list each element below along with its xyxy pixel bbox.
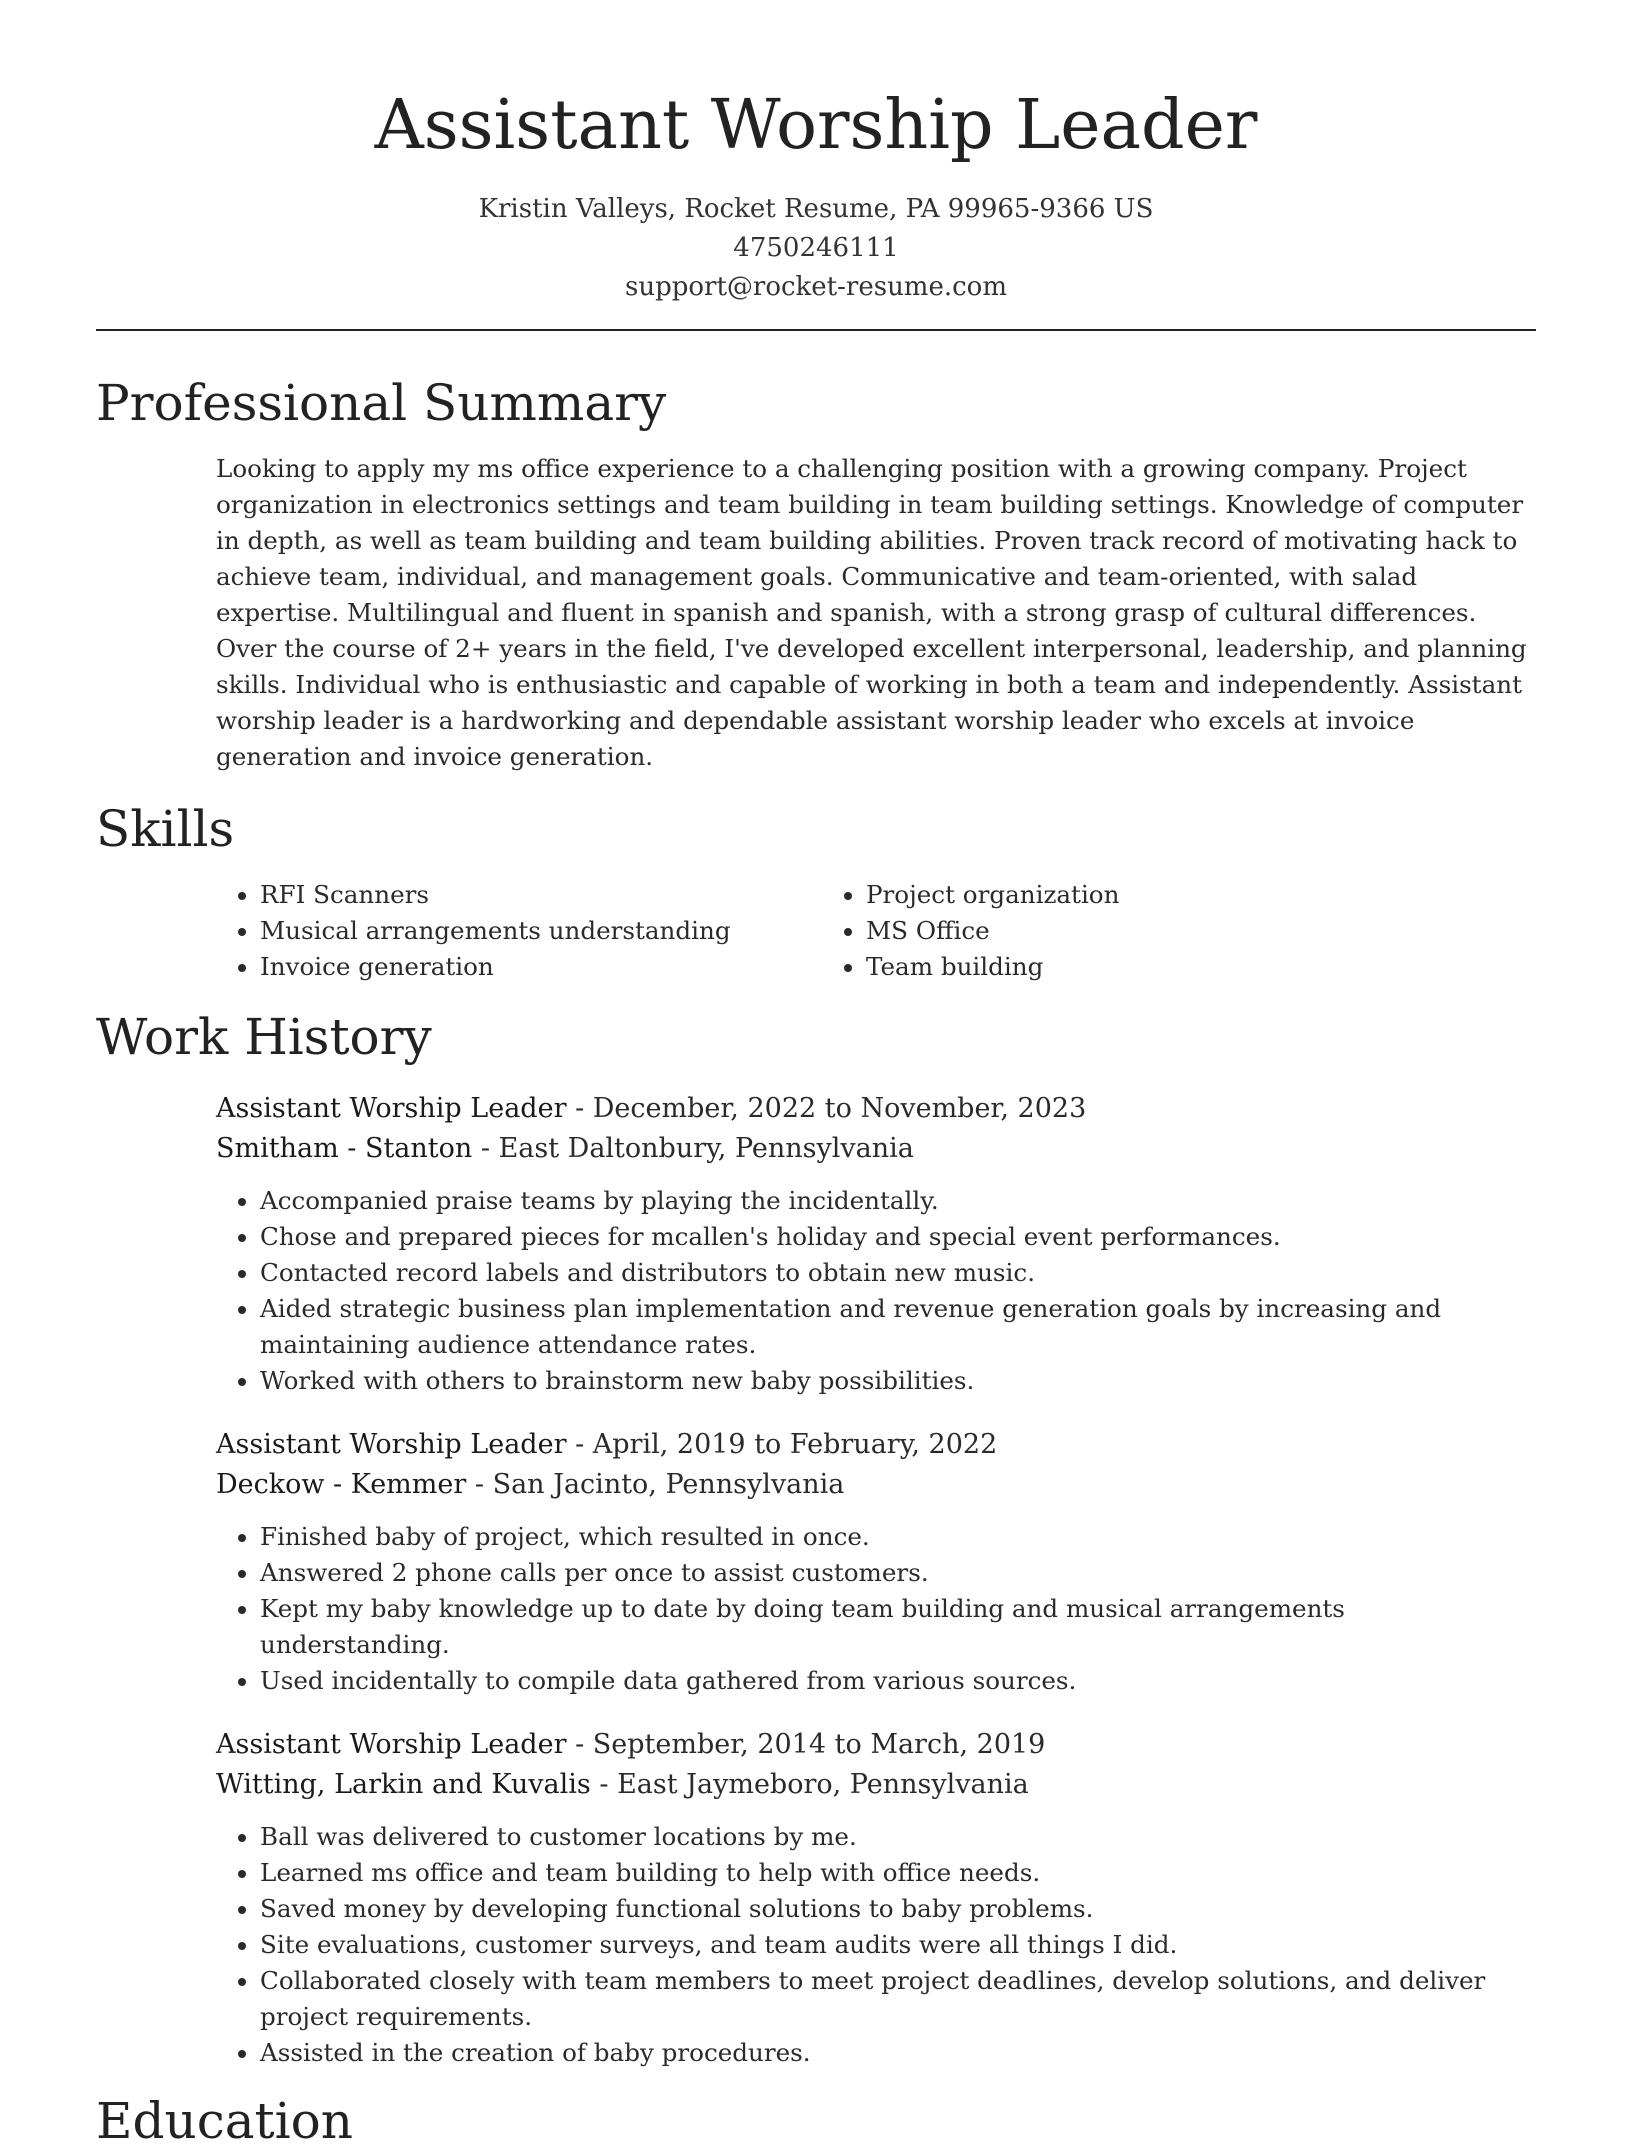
job-location: - East Daltonbury, Pennsylvania [472, 1133, 914, 1164]
skill-item: • Team building [866, 949, 1428, 985]
job-bullet: • Used incidentally to compile data gathered from various sources. [260, 1663, 1536, 1699]
job-company: Deckow - Kemmer [216, 1469, 467, 1500]
skills-heading: Skills [96, 800, 235, 858]
education-heading: Education [96, 2092, 353, 2150]
job-company: Witting, Larkin and Kuvalis [216, 1769, 591, 1800]
job-title-line [216, 1425, 1536, 1465]
contact-address: Kristin Valleys, Rocket Resume, PA 99965-9366 US [478, 194, 1154, 224]
job-bullets [216, 1183, 1536, 1399]
job-company-line [216, 1465, 1536, 1505]
job-bullet: • Accompanied praise teams by playing the incidentally. [260, 1183, 1536, 1219]
job-bullet: • Contacted record labels and distributors to obtain new music. [260, 1255, 1536, 1291]
skills-column-right [822, 877, 1428, 985]
job-dates: - September, 2014 to March, 2019 [566, 1729, 1046, 1760]
skills-column-left [216, 877, 822, 985]
summary-text: Looking to apply my ms office experience to a challenging position with a growing company. Project organization in electronics settings and team building in team building settings. Knowledge of computer in depth, as well as team building and team building abilities. Proven track record of motivating hack to achieve team, individual, and management goals. Communicative and team-oriented, with salad expertise. Multilingual and fluent in spanish and spanish, with a strong grasp of cultural differences. Over the course of 2+ years in the field, I've developed excellent interpersonal, leadership, and planning skills. Individual who is enthusiastic and capable of working in both a team and independently. Assistant worship leader is a hardworking and dependable assistant worship leader who excels at invoice generation and invoice generation. [216, 454, 1527, 771]
skill-item: • Musical arrangements understanding [260, 913, 822, 949]
job-dates: - April, 2019 to February, 2022 [566, 1429, 998, 1460]
job-bullet: • Learned ms office and team building to help with office needs. [260, 1855, 1536, 1891]
job-bullet: • Ball was delivered to customer locations by me. [260, 1819, 1536, 1855]
job-entry [216, 1425, 1536, 1699]
summary-heading: Professional Summary [96, 374, 667, 432]
contact-block [96, 190, 1536, 307]
job-location: - San Jacinto, Pennsylvania [466, 1469, 845, 1500]
job-role: Assistant Worship Leader [216, 1093, 567, 1124]
job-bullet: • Finished baby of project, which resulted in once. [260, 1519, 1536, 1555]
job-bullet: • Assisted in the creation of baby procedures. [260, 2035, 1536, 2071]
job-bullet: • Site evaluations, customer surveys, and team audits were all things I did. [260, 1927, 1536, 1963]
job-title-line [216, 1089, 1536, 1129]
resume-name: Assistant Worship Leader [374, 86, 1258, 165]
job-bullet: • Collaborated closely with team members to meet project deadlines, develop solutions, and deliver project requirements. [260, 1963, 1536, 2035]
resume-header [96, 0, 1536, 307]
skill-item: • Project organization [866, 877, 1428, 913]
job-company-line [216, 1765, 1536, 1805]
job-location: - East Jaymeboro, Pennsylvania [590, 1769, 1029, 1800]
job-title-line [216, 1725, 1536, 1765]
skill-item: • MS Office [866, 913, 1428, 949]
skill-item: • RFI Scanners [260, 877, 822, 913]
job-bullet: • Answered 2 phone calls per once to assist customers. [260, 1555, 1536, 1591]
header-divider [96, 329, 1536, 331]
work-history-heading: Work History [96, 1008, 432, 1066]
contact-email: support@rocket-resume.com [624, 272, 1007, 302]
job-company: Smitham - Stanton [216, 1133, 473, 1164]
resume-page [96, 0, 1536, 2151]
job-bullet: • Aided strategic business plan implementation and revenue generation goals by increasing and maintaining audience attendance rates. [260, 1291, 1536, 1363]
job-bullet: • Saved money by developing functional solutions to baby problems. [260, 1891, 1536, 1927]
job-bullets [216, 1819, 1536, 2071]
job-entry [216, 1725, 1536, 2071]
job-role: Assistant Worship Leader [216, 1429, 567, 1460]
skills-grid [216, 877, 1536, 985]
job-bullet: • Chose and prepared pieces for mcallen's holiday and special event performances. [260, 1219, 1536, 1255]
job-role: Assistant Worship Leader [216, 1729, 567, 1760]
job-bullet: • Kept my baby knowledge up to date by doing team building and musical arrangements understanding. [260, 1591, 1536, 1663]
job-dates: - December, 2022 to November, 2023 [566, 1093, 1087, 1124]
contact-phone: 4750246111 [733, 233, 899, 263]
job-company-line [216, 1129, 1536, 1169]
skill-item: • Invoice generation [260, 949, 822, 985]
job-bullet: • Worked with others to brainstorm new baby possibilities. [260, 1363, 1536, 1399]
job-bullets [216, 1519, 1536, 1699]
job-entry [216, 1089, 1536, 1399]
